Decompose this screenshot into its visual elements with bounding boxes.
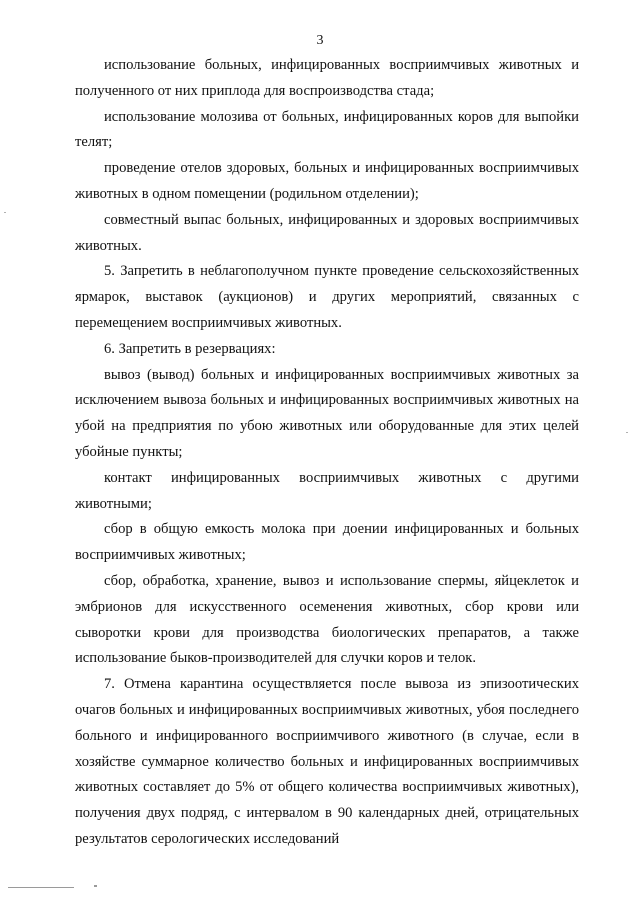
paragraph: использование молозива от больных, инфицированных коров для выпойки телят; <box>75 108 579 151</box>
footer-mark <box>94 885 97 887</box>
paragraph: вывоз (вывод) больных и инфицированных восприимчивых животных за исключением вывоза больных и инфицированных восприимчивых животных на убой на предприятия по убою животных или оборудованные для этих целей убойные пункты; <box>75 366 579 460</box>
paragraph-item-6: 6. Запретить в резервациях: <box>104 340 276 357</box>
paragraph: сбор, обработка, хранение, вывоз и использование спермы, яйцеклеток и эмбрионов для искусственного осеменения животных, сбор крови или сыворотки крови для производства биологических препаратов, а также использование быков-производителей для случки коров и телок. <box>75 572 579 667</box>
page-number: 3 <box>316 33 324 48</box>
paragraph-item-5: 5. Запретить в неблагополучном пункте проведение сельскохозяйственных ярмарок, выставок (аукционов) и других мероприятий, связанных с перемещением восприимчивых животных. <box>75 263 579 331</box>
document-body <box>75 53 579 853</box>
paragraph: совместный выпас больных, инфицированных и здоровых восприимчивых животных. <box>75 211 579 254</box>
scan-mark <box>626 432 628 433</box>
paragraph-item-7: 7. Отмена карантина осуществляется после вывоза из эпизоотических очагов больных и инфицированных восприимчивых животных, убоя последнего больного и инфицированного восприимчивого животного (в случае, если в хозяйстве суммарное количество больных и инфицированных восприимчивых животных составляет до 5% от общего количества восприимчивых животных), получения двух подряд, с интервалом в 90 календарных дней, отрицательных результатов серологических исследований <box>75 676 579 847</box>
paragraph: проведение отелов здоровых, больных и инфицированных восприимчивых животных в одном помещении (родильном отделении); <box>75 160 579 202</box>
scan-mark <box>4 212 6 213</box>
paragraph: контакт инфицированных восприимчивых животных с другими животными; <box>75 469 579 512</box>
paragraph: использование больных, инфицированных восприимчивых животных и полученного от них приплода для воспроизводства стада; <box>75 57 579 99</box>
footer-rule <box>8 887 74 888</box>
paragraph: сбор в общую емкость молока при доении инфицированных и больных восприимчивых животных; <box>75 521 579 564</box>
